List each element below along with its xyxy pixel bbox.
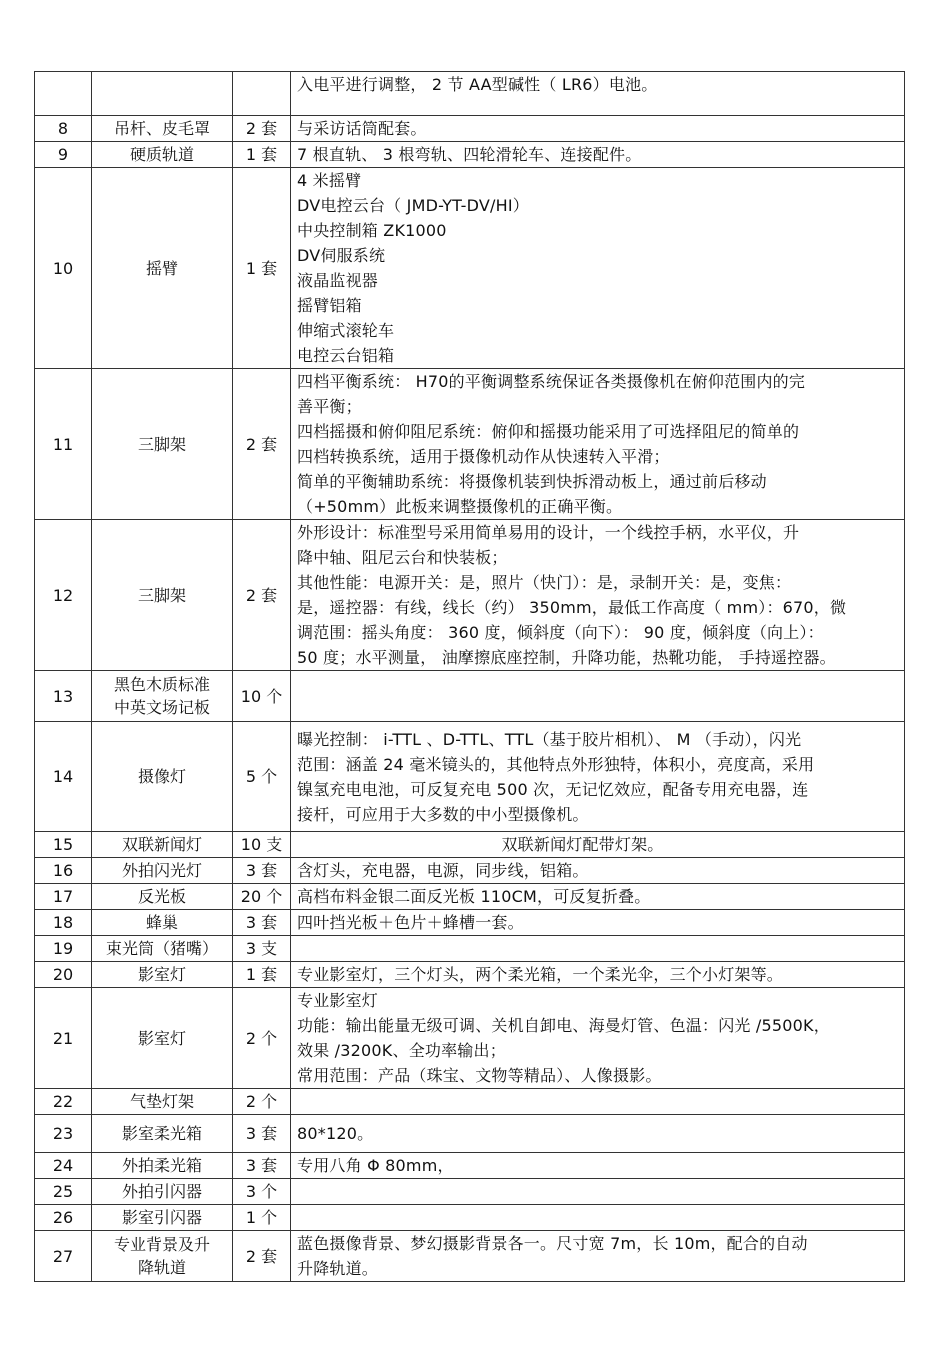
item-name-cell [92, 369, 233, 520]
description-line: 高档布料金银二面反光板 110CM，可反复折叠。 [297, 887, 651, 906]
description-line: 专业影室灯，三个灯头，两个柔光箱，一个柔光伞，三个小灯架等。 [297, 965, 784, 984]
quantity-cell: 10 支 [233, 832, 291, 858]
row-number-cell: 12 [35, 520, 92, 671]
description-line: 其他性能：电源开关：是，照片（快门）：是，录制开关：是，变焦： [297, 573, 792, 592]
description-line: 双联新闻灯配带灯架。 [501, 835, 664, 854]
description-cell [291, 1231, 905, 1282]
description-line: 简单的平衡辅助系统：将摄像机装到快拆滑动板上，通过前后移动 [297, 472, 767, 491]
table-row [35, 936, 905, 962]
description-line: 80*120。 [297, 1124, 374, 1143]
row-number-cell: 11 [35, 369, 92, 520]
item-name-line: 硬质轨道 [129, 145, 194, 164]
item-name-cell [92, 962, 233, 988]
table-row [35, 1205, 905, 1231]
item-name-cell [92, 936, 233, 962]
description-line: 范围：涵盖 24 毫米镜头的，其他特点外形独特，体积小，亮度高，采用 [297, 754, 815, 774]
row-number-cell: 17 [35, 884, 92, 910]
table-row [35, 1115, 905, 1153]
description-line: 四档平衡系统： H70的平衡调整系统保证各类摄像机在俯仰范围内的完 [297, 372, 806, 391]
quantity-cell: 3 套 [233, 858, 291, 884]
description-cell [291, 936, 905, 962]
item-name-line: 气垫灯架 [129, 1092, 194, 1111]
quantity-cell: 10 个 [233, 671, 291, 722]
description-line: 伸缩式滚轮车 [297, 321, 395, 340]
item-name-line: 三脚架 [137, 434, 186, 454]
row-number-cell: 10 [35, 168, 92, 369]
description-line: 专业影室灯 [297, 991, 379, 1010]
description-line: DV电控云台（ JMD-YT-DV/HI） [297, 196, 529, 215]
description-line: 升降轨道。 [297, 1259, 379, 1278]
row-number-cell: 21 [35, 988, 92, 1089]
item-name-cell [92, 988, 233, 1089]
item-name-line: 外拍引闪器 [121, 1182, 202, 1201]
quantity-cell: 3 套 [233, 910, 291, 936]
table-row [35, 72, 905, 116]
quantity-cell: 2 套 [233, 116, 291, 142]
description-line: 是，遥控器：有线，线长（约） 350mm，最低工作高度（ mm）：670，微 [297, 598, 847, 617]
row-number-cell: 23 [35, 1115, 92, 1153]
description-line: 外形设计：标准型号采用简单易用的设计，一个线控手柄，水平仪，升 [297, 523, 800, 542]
row-number-cell: 14 [35, 722, 92, 832]
description-line: 四档摇摄和俯仰阻尼系统：俯仰和摇摄功能采用了可选择阻尼的简单的 [297, 422, 800, 441]
item-name-line: 双联新闻灯 [121, 835, 202, 854]
item-name-cell [92, 72, 233, 116]
description-line: 接杆，可应用于大多数的中小型摄像机。 [297, 804, 589, 824]
description-line: 液晶监视器 [297, 271, 379, 290]
quantity-cell: 2 套 [233, 520, 291, 671]
quantity-cell: 1 套 [233, 142, 291, 168]
row-number-cell: 9 [35, 142, 92, 168]
description-cell [291, 1205, 905, 1231]
item-name-line: 影室柔光箱 [121, 1124, 202, 1143]
table-row [35, 884, 905, 910]
description-cell [291, 832, 905, 858]
row-number-cell: 13 [35, 671, 92, 722]
item-name-line: 蜂巢 [145, 913, 178, 932]
quantity-cell: 2 套 [233, 1231, 291, 1282]
description-cell [291, 962, 905, 988]
table-row [35, 671, 905, 722]
item-name-cell [92, 832, 233, 858]
row-number-cell: 18 [35, 910, 92, 936]
item-name-line: 中英文场记板 [113, 698, 210, 717]
table-row [35, 369, 905, 520]
row-number-cell: 27 [35, 1231, 92, 1282]
table-row [35, 168, 905, 369]
table-row [35, 722, 905, 832]
item-name-line: 束光筒（猪嘴） [105, 939, 218, 958]
item-name-line: 摇臂 [145, 258, 178, 278]
item-name-line: 影室引闪器 [121, 1208, 202, 1227]
item-name-line: 外拍闪光灯 [121, 861, 202, 880]
quantity-cell: 5 个 [233, 722, 291, 832]
item-name-line: 三脚架 [137, 585, 186, 605]
row-number-cell: 26 [35, 1205, 92, 1231]
item-name-cell [92, 884, 233, 910]
row-number-cell: 15 [35, 832, 92, 858]
description-line: 电控云台铝箱 [297, 346, 395, 365]
description-line: DV伺服系统 [297, 246, 386, 265]
description-cell [291, 722, 905, 832]
quantity-cell: 2 个 [233, 988, 291, 1089]
description-cell [291, 520, 905, 671]
description-line: 4 米摇臂 [297, 171, 362, 190]
description-cell [291, 858, 905, 884]
quantity-cell [233, 72, 291, 116]
item-name-cell [92, 671, 233, 722]
description-line: 常用范围：产品（珠宝、文物等精品）、人像摄影。 [297, 1066, 662, 1085]
quantity-cell: 20 个 [233, 884, 291, 910]
quantity-cell: 2 个 [233, 1089, 291, 1115]
quantity-cell: 3 套 [233, 1115, 291, 1153]
description-cell [291, 1115, 905, 1153]
description-line: 与采访话筒配套。 [297, 119, 427, 138]
table-row [35, 142, 905, 168]
table-row [35, 858, 905, 884]
description-line: 蓝色摄像背景、梦幻摄影背景各一。尺寸宽 7m，长 10m，配合的自动 [297, 1234, 808, 1253]
description-line: 效果 /3200K、全功率输出； [297, 1041, 506, 1060]
table-row [35, 1153, 905, 1179]
item-name-line: 影室灯 [137, 1028, 186, 1048]
description-line: 善平衡； [297, 397, 362, 416]
description-line: 50 度；水平测量， 油摩擦底座控制，升降功能，热靴功能， 手持遥控器。 [297, 648, 836, 667]
item-name-cell [92, 1205, 233, 1231]
description-cell [291, 1089, 905, 1115]
description-cell [291, 988, 905, 1089]
item-name-cell [92, 722, 233, 832]
item-name-line: 降轨道 [137, 1258, 186, 1277]
description-line: 调范围：摇头角度： 360 度，倾斜度（向下）： 90 度，倾斜度（向上）： [297, 623, 824, 642]
item-name-cell [92, 168, 233, 369]
quantity-cell: 3 套 [233, 1153, 291, 1179]
row-number-cell: 8 [35, 116, 92, 142]
row-number-cell: 24 [35, 1153, 92, 1179]
item-name-line: 反光板 [137, 887, 186, 906]
description-cell [291, 72, 905, 116]
table-row [35, 1089, 905, 1115]
table-row [35, 832, 905, 858]
description-line: （+50mm）此板来调整摄像机的正确平衡。 [297, 497, 623, 516]
description-cell [291, 168, 905, 369]
row-number-cell: 25 [35, 1179, 92, 1205]
item-name-cell [92, 1089, 233, 1115]
quantity-cell: 1 个 [233, 1205, 291, 1231]
description-line: 功能：输出能量无级可调、关机自卸电、海曼灯管、色温：闪光 /5500K， [297, 1016, 830, 1035]
description-cell [291, 884, 905, 910]
description-cell [291, 369, 905, 520]
row-number-cell: 16 [35, 858, 92, 884]
item-name-cell [92, 1231, 233, 1282]
description-cell [291, 142, 905, 168]
description-line: 专用八角 Φ 80mm， [297, 1156, 454, 1175]
item-name-line: 吊杆、皮毛罩 [113, 119, 210, 138]
description-line: 7 根直轨、 3 根弯轨、四轮滑轮车、连接配件。 [297, 145, 642, 164]
table-row [35, 116, 905, 142]
item-name-cell [92, 520, 233, 671]
equipment-table [34, 71, 905, 1282]
row-number-cell: 22 [35, 1089, 92, 1115]
description-cell [291, 116, 905, 142]
quantity-cell: 2 套 [233, 369, 291, 520]
table-row [35, 1231, 905, 1282]
description-line: 四叶挡光板＋色片＋蜂槽一套。 [297, 913, 524, 932]
table-row [35, 988, 905, 1089]
item-name-line: 影室灯 [137, 965, 186, 984]
row-number-cell [35, 72, 92, 116]
item-name-cell [92, 1115, 233, 1153]
description-line: 四档转换系统，适用于摄像机动作从快速转入平滑； [297, 447, 670, 466]
equipment-table-body [35, 72, 905, 1282]
item-name-cell [92, 858, 233, 884]
description-line: 摇臂铝箱 [297, 296, 362, 315]
table-row [35, 520, 905, 671]
item-name-line: 专业背景及升 [113, 1235, 210, 1254]
description-line: 曝光控制： i-TTL 、D-TTL、TTL（基于胶片相机）、 M （手动），闪光 [297, 729, 802, 749]
description-line: 含灯头，充电器，电源，同步线，铝箱。 [297, 861, 589, 880]
item-name-cell [92, 910, 233, 936]
quantity-cell: 1 套 [233, 962, 291, 988]
item-name-line: 外拍柔光箱 [121, 1156, 202, 1175]
table-row [35, 910, 905, 936]
description-line: 降中轴、阻尼云台和快装板； [297, 548, 508, 567]
item-name-cell [92, 1179, 233, 1205]
row-number-cell: 20 [35, 962, 92, 988]
description-cell [291, 1179, 905, 1205]
table-row [35, 962, 905, 988]
item-name-cell [92, 142, 233, 168]
item-name-line: 黑色木质标准 [113, 675, 210, 694]
item-name-cell [92, 116, 233, 142]
table-row [35, 1179, 905, 1205]
item-name-line: 摄像灯 [137, 767, 186, 786]
description-cell [291, 1153, 905, 1179]
quantity-cell: 3 支 [233, 936, 291, 962]
description-line: 镍氢充电电池，可反复充电 500 次，无记忆效应，配备专用充电器，连 [297, 779, 809, 799]
quantity-cell: 3 个 [233, 1179, 291, 1205]
description-cell [291, 910, 905, 936]
description-line: 中央控制箱 ZK1000 [297, 221, 447, 240]
item-name-cell [92, 1153, 233, 1179]
description-line: 入电平进行调整， 2 节 AA型碱性（ LR6）电池。 [297, 75, 658, 94]
row-number-cell: 19 [35, 936, 92, 962]
description-cell [291, 671, 905, 722]
quantity-cell: 1 套 [233, 168, 291, 369]
